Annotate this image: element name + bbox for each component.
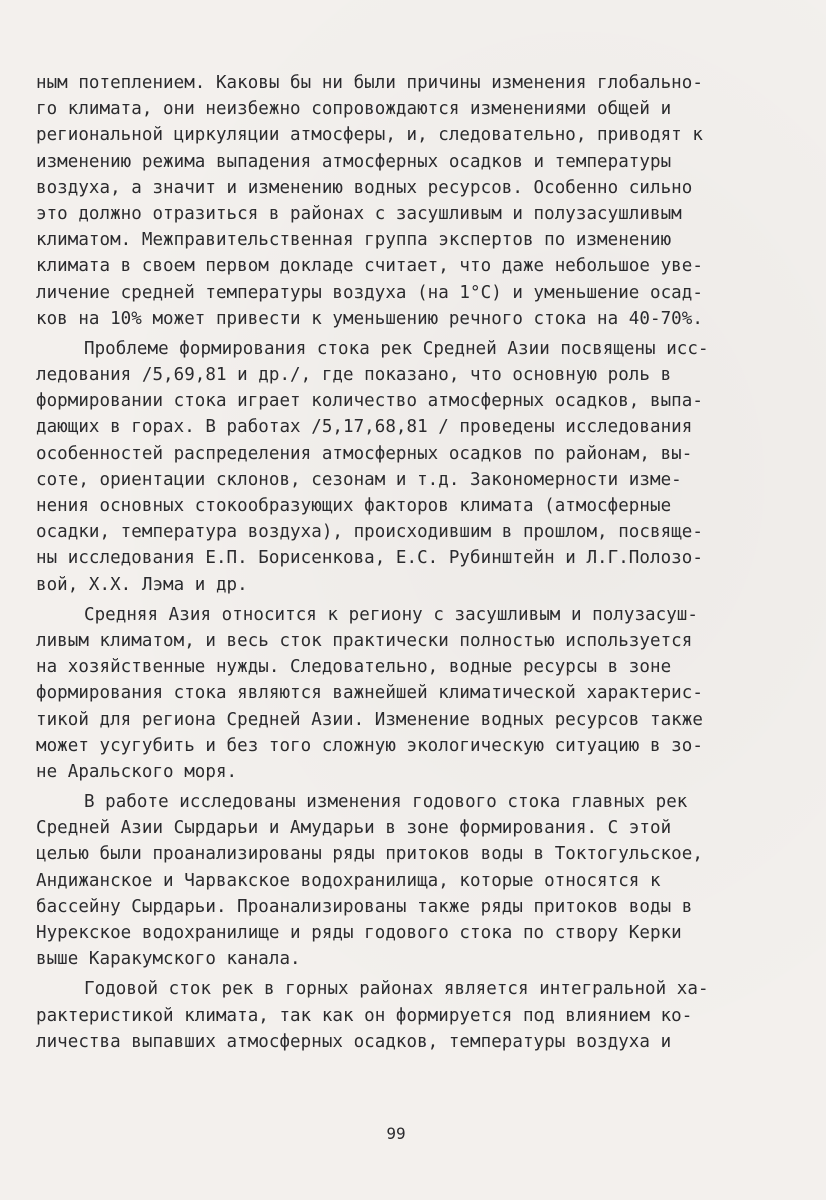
text-line: Средняя Азия относится к региону с засушливым и полузасуш- — [84, 604, 698, 625]
body-text — [36, 70, 796, 1055]
text-line: ливым климатом, и весь сток практически полностью используется — [36, 630, 693, 651]
text-line: Годовой сток рек в горных районах является интегральной ха- — [84, 979, 709, 1000]
text-line: ны исследования Е.П. Борисенкова, Е.С. Рубинштейн и Л.Г.Полозо- — [36, 548, 703, 569]
text-line: го климата, они неизбежно сопровождаются изменениями общей и — [36, 99, 672, 120]
text-line: воздуха, а значит и изменению водных ресурсов. Особенно сильно — [36, 177, 693, 198]
text-line: может усугубить и без того сложную экологическую ситуацию в зо- — [36, 735, 703, 756]
text-line: соте, ориентации склонов, сезонам и т.д. Закономерности изме- — [36, 469, 682, 490]
text-line: выше Каракумского канала. — [36, 949, 301, 970]
paragraph — [36, 789, 796, 972]
text-line: целью были проанализированы ряды притоков воды в Токтогульское, — [36, 844, 703, 865]
text-line: Проблеме формирования стока рек Средней Азии посвящены исс- — [84, 338, 709, 359]
text-line: нения основных стокообразующих факторов климата (атмосферные — [36, 496, 672, 516]
page-number: 99 — [386, 1124, 406, 1143]
text-line: ным потеплением. Каковы бы ни были причины изменения глобально- — [36, 73, 703, 93]
text-line: на хозяйственные нужды. Следовательно, водные ресурсы в зоне — [36, 657, 672, 678]
text-line: не Аральского моря. — [36, 761, 238, 782]
text-line: личества выпавших атмосферных осадков, температуры воздуха и — [36, 1031, 672, 1052]
text-line: дающих в горах. В работах /5,17,68,81 / проведены исследования — [36, 417, 693, 438]
text-line: бассейну Сырдарьи. Проанализированы также ряды притоков воды в — [36, 896, 693, 917]
text-line: климатом. Межправительственная группа экспертов по изменению — [36, 230, 672, 251]
text-line: осадки, температура воздуха), происходившим в прошлом, посвяще- — [36, 522, 703, 543]
text-line: тикой для региона Средней Азии. Изменение водных ресурсов также — [36, 709, 703, 730]
text-line: формировании стока играет количество атмосферных осадков, выпа- — [36, 391, 703, 412]
paragraph — [36, 976, 796, 1055]
text-line: Нурекское водохранилище и ряды годового стока по створу Керки — [36, 923, 682, 943]
text-line: ков на 10% может привести к уменьшению речного стока на 40-70%. — [36, 308, 703, 329]
text-line: климата в своем первом докладе считает, что даже небольшое уве- — [36, 256, 703, 277]
paragraph — [36, 70, 796, 332]
text-line: рактеристикой климата, так как он формируется под влиянием ко- — [36, 1005, 693, 1026]
text-line: особенностей распределения атмосферных осадков по районам, вы- — [36, 443, 693, 464]
paragraph — [36, 336, 796, 598]
text-line: В работе исследованы изменения годового стока главных рек — [84, 792, 688, 813]
text-line: изменению режима выпадения атмосферных осадков и температуры — [36, 151, 672, 172]
paragraph — [36, 602, 796, 785]
text-line: вой, Х.Х. Лэма и др. — [36, 574, 248, 595]
text-line: формирования стока являются важнейшей климатической характерис- — [36, 683, 703, 704]
text-line: Андижанское и Чарвакское водохранилища, которые относятся к — [36, 870, 661, 891]
text-line: Средней Азии Сырдарьи и Амударьи в зоне формирования. С этой — [36, 818, 672, 839]
text-line: личение средней температуры воздуха (на 1°С) и уменьшение осад- — [36, 282, 703, 303]
text-line: региональной циркуляции атмосферы, и, следовательно, приводят к — [36, 125, 703, 146]
text-line: ледования /5,69,81 и др./, где показано, что основную роль в — [36, 365, 672, 386]
text-line: это должно отразиться в районах с засушливым и полузасушливым — [36, 203, 682, 224]
